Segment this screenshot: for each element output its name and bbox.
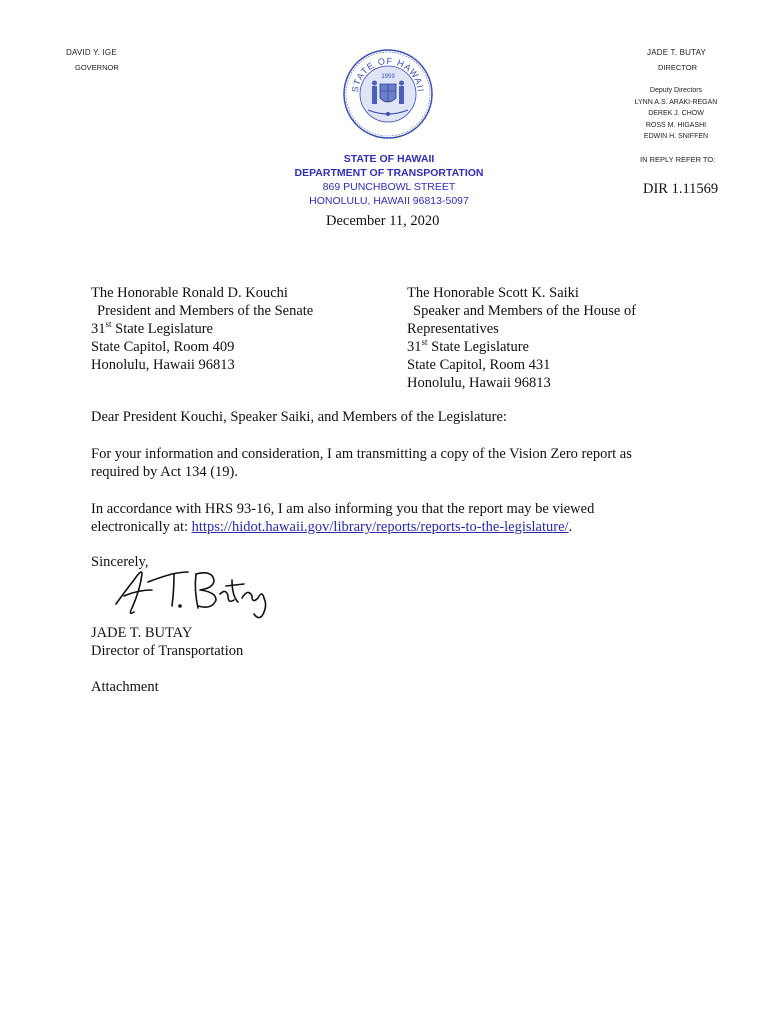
- deputy-name: LYNN A.S. ARAKI-REGAN: [634, 98, 718, 106]
- governor-title: GOVERNOR: [75, 63, 119, 72]
- reply-label: IN REPLY REFER TO:: [640, 155, 716, 164]
- deputy-name: ROSS M. HIGASHI: [645, 121, 707, 129]
- recipient-left: [91, 284, 313, 374]
- paragraph-line: In accordance with HRS 93-16, I am also informing you that the report may be viewed: [91, 501, 595, 517]
- signature: [112, 560, 282, 620]
- recipient-address-line1: State Capitol, Room 409: [91, 339, 235, 355]
- governor-name: DAVID Y. IGE: [66, 48, 117, 57]
- deputy-directors-block: [620, 85, 732, 143]
- department-city: HONOLULU, HAWAII 96813-5097: [309, 195, 469, 207]
- signer-name: JADE T. BUTAY: [91, 625, 193, 641]
- recipient-address-line1: State Capitol, Room 431: [407, 357, 551, 373]
- seal-year: 1959: [381, 74, 395, 80]
- paragraph-1: [91, 445, 632, 481]
- director-name: JADE T. BUTAY: [647, 48, 707, 57]
- signer-block: [91, 624, 243, 660]
- director-title: DIRECTOR: [658, 63, 698, 72]
- recipient-address-line2: Honolulu, Hawaii 96813: [407, 375, 551, 391]
- deputy-name: DEREK J. CHOW: [648, 110, 704, 117]
- department-name: DEPARTMENT OF TRANSPORTATION: [294, 167, 484, 179]
- paragraph-line: electronically at: https://hidot.hawaii.gov/library/reports/reports-to-the-legislature/.: [91, 519, 573, 535]
- deputy-name: EDWIN H. SNIFFEN: [643, 133, 709, 140]
- salutation: Dear President Kouchi, Speaker Saiki, and Members of the Legislature:: [91, 409, 507, 425]
- recipient-name: The Honorable Scott K. Saiki: [407, 285, 579, 301]
- closing: Sincerely,: [91, 554, 149, 570]
- reply-reference: DIR 1.11569: [643, 181, 719, 197]
- recipient-legislature: 31st State Legislature: [407, 337, 529, 355]
- signer-title: Director of Transportation: [91, 643, 244, 659]
- recipient-name: The Honorable Ronald D. Kouchi: [91, 285, 288, 301]
- recipient-address-line2: Honolulu, Hawaii 96813: [91, 357, 235, 373]
- reports-link[interactable]: https://hidot.hawaii.gov/library/reports/reports-to-the-legislature/: [191, 519, 569, 535]
- recipient-right: [407, 284, 636, 392]
- recipient-legislature: 31st State Legislature: [91, 319, 213, 337]
- department-street: 869 PUNCHBOWL STREET: [322, 181, 456, 193]
- paragraph-2: [91, 500, 594, 536]
- paragraph-line: For your information and consideration, I am transmitting a copy of the Vision Zero report as: [91, 446, 632, 462]
- department-address-block: [258, 152, 520, 208]
- letter-date: December 11, 2020: [326, 213, 440, 229]
- recipient-role: Speaker and Members of the House of: [413, 303, 637, 319]
- state-seal-icon: [342, 48, 434, 140]
- recipient-role-continued: Representatives: [407, 321, 499, 337]
- deputy-heading: Deputy Directors: [649, 87, 703, 94]
- recipient-role: President and Members of the Senate: [97, 303, 314, 319]
- seal-text: STATE OF HAWAII: [349, 55, 426, 94]
- state-name: STATE OF HAWAII: [343, 153, 435, 165]
- attachment-note: Attachment: [91, 679, 159, 695]
- paragraph-line: required by Act 134 (19).: [91, 464, 238, 480]
